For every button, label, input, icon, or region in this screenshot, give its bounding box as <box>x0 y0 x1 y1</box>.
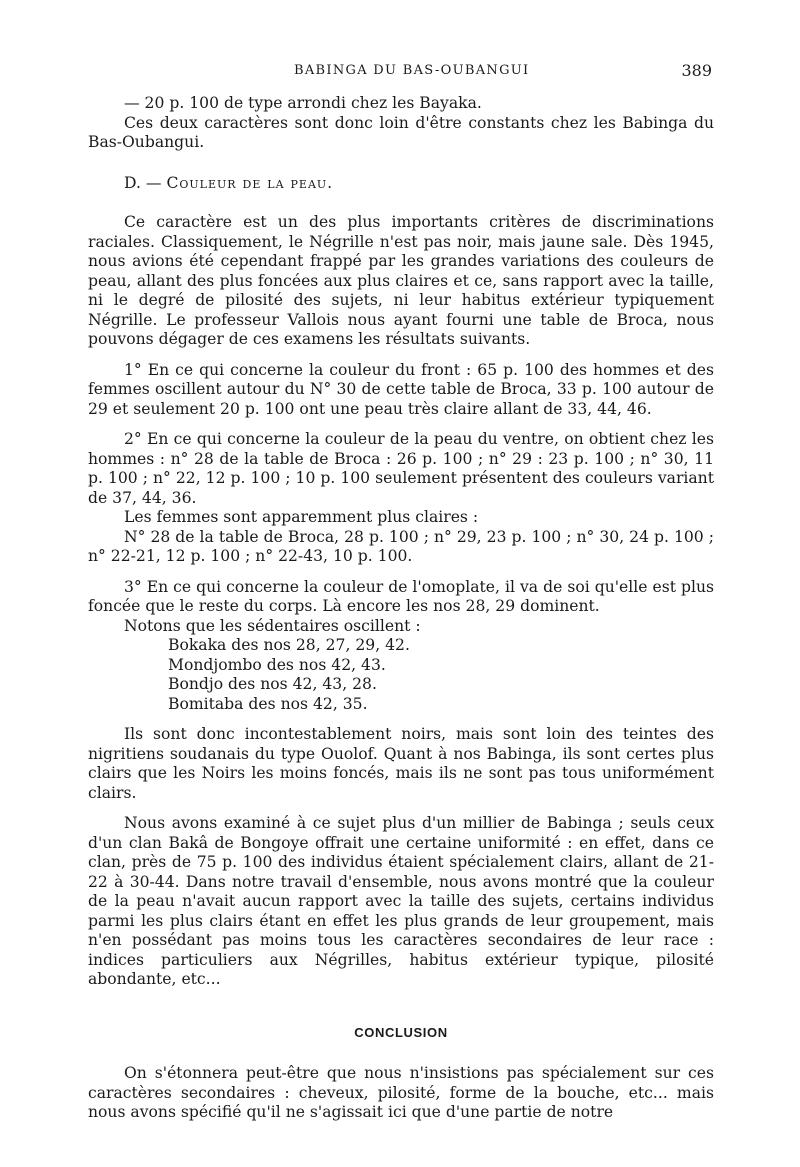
paragraph-caracteres-non-constants: Ces deux caractères sont donc loin d'être constants chez les Babinga du Bas-Oubangui. <box>88 113 714 151</box>
section-title: Couleur de la peau. <box>166 173 334 192</box>
paragraph-couleur-front: 1° En ce qui concerne la couleur du front : 65 p. 100 des hommes et des femmes oscillent autour du N° 30 de cette table de Broca, 33 p. 100 autour de 29 et seulement 20 p. 100 ont une peau très claire allant de 33, 44, 46. <box>88 360 714 418</box>
page-number: 389 <box>681 61 712 80</box>
paragraph-incontestablement-noirs: Ils sont donc incontestablement noirs, mais sont loin des teintes des nigritiens soudanais du type Ouolof. Quant à nos Babinga, ils sont certes plus clairs que les Noirs les moins foncés, mais ils ne sont pas tous uniformément clairs. <box>88 725 714 802</box>
paragraph-couleur-ventre: 2° En ce qui concerne la couleur de la peau du ventre, on obtient chez les hommes : n° 28 de la table de Broca : 26 p. 100 ; n° 29 : 23 p. 100 ; n° 30, 11 p. 100 ; n° 22, 12 p. 100 ; 10 p. 100 seulement présentent des couleurs variant de 37, 44, 36. <box>88 430 714 507</box>
section-heading-d <box>88 174 714 194</box>
paragraph-femmes-claires: Les femmes sont apparemment plus claires : <box>124 508 479 526</box>
running-header <box>88 61 714 83</box>
document-page <box>88 0 714 1167</box>
body-text <box>88 94 714 1123</box>
paragraph-intro-couleur: Ce caractère est un des plus importants critères de discriminations raciales. Classiquement, le Négrille n'est pas noir, mais jaune sale. Dès 1945, nous avions été cependant frappé par les grandes variations des couleurs de peau, allant des plus foncées aux plus claires et ce, sans rapport avec la taille, ni le degré de pilosité des sujets, ni leur habitus extérieur typiquement Négrille. Le professeur Vallois nous ayant fourni une table de Broca, nous pouvons dégager de ces examens les résultats suivants. <box>88 213 714 348</box>
list-item: Bokaka des nos 28, 27, 29, 42. <box>168 636 410 654</box>
paragraph-conclusion: On s'étonnera peut-être que nous n'insistions pas spécialement sur ces caractères secondaires : cheveux, pilosité, forme de la bouche, etc... mais nous avons spécifié qu'il ne s'agissait ici que d'une partie de notre <box>88 1064 714 1121</box>
paragraph-femmes-valeurs: N° 28 de la table de Broca, 28 p. 100 ; n° 29, 23 p. 100 ; n° 30, 24 p. 100 ; n° 22-21, 12 p. 100 ; n° 22-43, 10 p. 100. <box>88 527 714 565</box>
conclusion-heading: CONCLUSION <box>354 1024 448 1040</box>
paragraph-type-arrondi: — 20 p. 100 de type arrondi chez les Bayaka. <box>124 94 482 112</box>
list-item: Bomitaba des nos 42, 35. <box>168 694 368 713</box>
paragraph-millier-babinga: Nous avons examiné à ce sujet plus d'un millier de Babinga ; seuls ceux d'un clan Bakâ de Bongoye offrait une certaine uniformité : en effet, dans ce clan, près de 75 p. 100 des individus étaient spécialement clairs, allant de 21-22 à 30-44. Dans notre travail d'ensemble, nous avons montré que la couleur de la peau n'avait aucun rapport avec la taille des sujets, certains individus parmi les plus clairs étant en effet les plus grands de leur groupement, mais n'en possédant pas moins tous les caractères secondaires de leur race : indices particuliers aux Négrilles, habitus extérieur typique, pilosité abondante, etc... <box>88 814 714 988</box>
list-item: Bondjo des nos 42, 43, 28. <box>168 675 377 693</box>
paragraph-couleur-omoplate: 3° En ce qui concerne la couleur de l'omoplate, il va de soi qu'elle est plus foncée que le reste du corps. Là encore les nos 28, 29 dominent. <box>88 577 714 615</box>
running-title: BABINGA DU BAS-OUBANGUI <box>294 63 530 78</box>
sedentaires-list <box>168 636 714 714</box>
section-letter: D. — <box>124 173 162 192</box>
paragraph-sedentaires-intro: Notons que les sédentaires oscillent : <box>124 616 421 635</box>
list-item: Mondjombo des nos 42, 43. <box>168 655 386 674</box>
